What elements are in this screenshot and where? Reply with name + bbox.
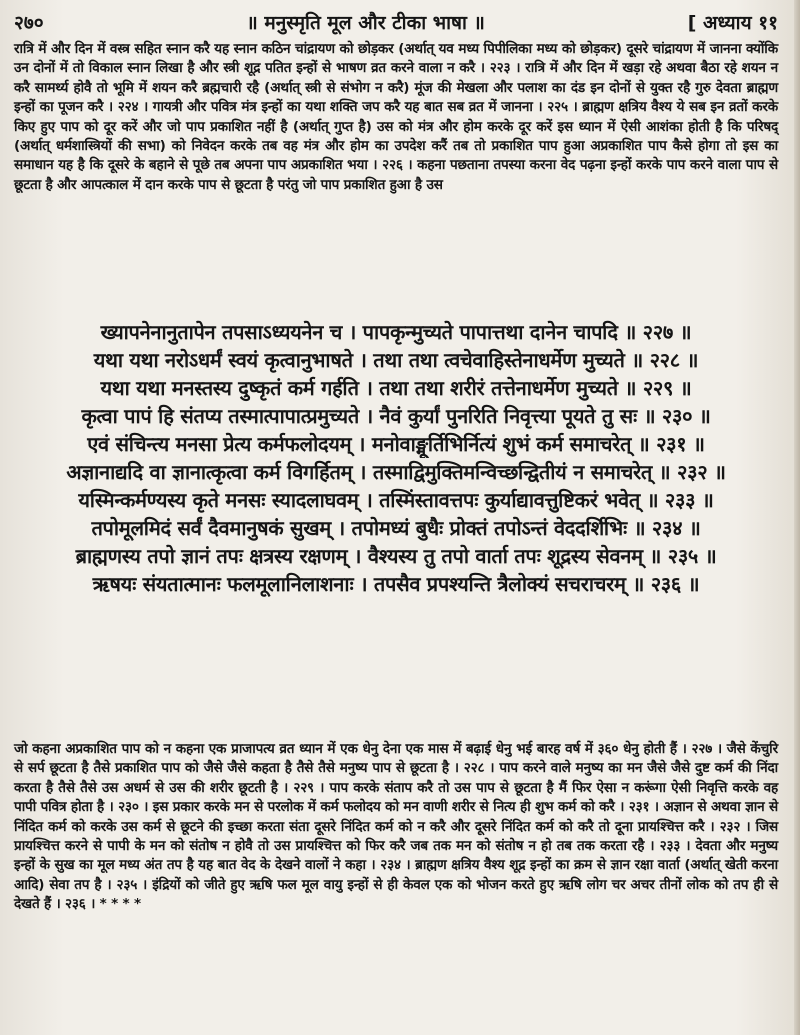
verse-line: तपोमूलमिदं सर्वं दैवमानुषकं सुखम् । तपोमध्यं बुधैः प्रोक्तं तपोऽन्तं वेददर्शिभिः ॥ २३४ ॥	[91, 516, 701, 540]
running-title: ॥ मनुस्मृति मूल और टीका भाषा ॥	[246, 12, 485, 34]
verse-line: अज्ञानाद्यदि वा ज्ञानात्कृत्वा कर्म विगर्हितम् । तस्माद्विमुक्तिमन्विच्छन्द्वितीयं न समाचरेत् ॥ २३२ ॥	[66, 460, 726, 484]
verse-line: ब्राह्मणस्य तपो ज्ञानं तपः क्षत्रस्य रक्षणम् । वैश्यस्य तु तपो वार्ता तपः शूद्रस्य सेवनम् ॥ २३५ ॥	[75, 544, 717, 568]
commentary-paragraph-top: रात्रि में और दिन में वस्त्र सहित स्नान करै यह स्नान कठिन चांद्रायण को छोड़कर (अर्थात् यव मध्य पिपीलिका मध्य को छोड़कर) दूसरे चांद्रायण में जानना क्योंकि उन दोनों में तो विकाल स्नान लिखा है और स्त्री शूद्र पतित इन्हों से भाषण व्रत करने वाला न करै । २२३ । रात्रि में और दिन में खड़ा रहे अथवा बैठा रहे शयन न करै सामर्थ्य होवै तो भूमि में शयन करै ब्रह्मचारी रहै (अर्थात् स्त्री से संभोग न करै) मूंज की मेखला और पलाश का दंड इन दोनों से युक्त रहै गुरु देवता ब्राह्मण इन्हों का पूजन करै । २२४ । गायत्री और पवित्र मंत्र इन्हों का यथा शक्ति जप करै यह बात सब व्रत में जानना । २२५ । ब्राह्मण क्षत्रिय वैश्य ये सब इन व्रतों करके किए हुए पाप को दूर करें और जो पाप प्रकाशित नहीं है (अर्थात् गुप्त है) उस को मंत्र और होम करके दूर करें इस ध्यान में ऐसी आशंका होती है कि परिषद् (अर्थात् धर्मशास्त्रियों की सभा) को निवेदन करके तब वह मंत्र और होम का उपदेश करैं तब तो प्रकाशित पाप हुआ अप्रकाशित पाप कैसे होगा तो इस का समाधान यह है कि दूसरे के बहाने से पूछे तब अपना पाप अप्रकाशित भया । २२६ । कहना पछताना तपस्या करना वेद पढ़ना इन्हों करके पाप करने वाला पाप से छूटता है और आपत्काल में दान करके पाप से छूटता है परंतु जो पाप प्रकाशित हुआ है उस	[14, 41, 778, 193]
commentary-paragraph-bottom: जो कहना अप्रकाशित पाप को न कहना एक प्राजापत्य व्रत ध्यान में एक धेनु देना एक मास में बढ़ाई धेनु भई बारह वर्ष में ३६० धेनु होती हैं । २२७ । जैसे केंचुरि से सर्प छूटता है तैसे प्रकाशित पाप को जैसे जैसे कहता है तैसे तैसे मनुष्य पाप से छूटता है । २२८ । पाप करने वाले मनुष्य का मन जैसे जैसे दुष्ट कर्म की निंदा करता है तैसे तैसे उस अधर्म से उस की शरीर छूटती है । २२९ । पाप करके संताप करै तो उस पाप से छूटता है मैं फिर ऐसा न करूंगा ऐसी निवृत्ति करके वह पापी पवित्र होता है । २३० । इस प्रकार करके मन से परलोक में कर्म फलोदय को मन वाणी शरीर से नित्य ही शुभ कर्म को करै । २३१ । अज्ञान से अथवा ज्ञान से निंदित कर्म को करके उस कर्म से छूटने की इच्छा करता संता दूसरे निंदित कर्म को न करै और दूसरे निंदित कर्म को करै तो दूना प्रायश्चित्त करै । २३२ । जिस प्रायश्चित्त करने से पापी के मन को संतोष न होवै तो उस प्रायश्चित्त को फिर करै जब तक मन को संतोष न हो तब तक करता रहै । २३३ । देवता और मनुष्य इन्हों के सुख का मूल मध्य अंत तप है यह बात वेद के देखने वालों ने कहा । २३४ । ब्राह्मण क्षत्रिय वैश्य शूद्र इन्हों का क्रम से ज्ञान रक्षा वार्ता (अर्थात् खेती करना आदि) सेवा तप है । २३५ । इंद्रियों को जीते हुए ऋषि फल मूल वायु इन्हों से ही केवल एक को भोजन करते हुए ऋषि लोग चर अचर तीनों लोक को तप ही से देखते हैं । २३६ । * * * *	[14, 741, 778, 913]
verse-line: कृत्वा पापं हि संतप्य तस्मात्पापात्प्रमुच्यते । नैवं कुर्यां पुनरिति निवृत्त्या पूयते तु सः ॥ २३० ॥	[81, 404, 711, 428]
verse-line: ख्यापनेनानुतापेन तपसाऽध्ययनेन च । पापकृन्मुच्यते पापात्तथा दानेन चापदि ॥ २२७ ॥	[100, 320, 692, 344]
verse-line: यथा यथा नरोऽधर्मं स्वयं कृत्वानुभाषते । तथा तथा त्वचेवाहिस्तेनाधर्मेण मुच्यते ॥ २२८ ॥	[93, 348, 699, 372]
verse-line: ऋषयः संयतात्मानः फलमूलानिलाशनाः । तपसैव प्रपश्यन्ति त्रैलोक्यं सचराचरम् ॥ २३६ ॥	[92, 572, 700, 596]
sanskrit-verses	[14, 318, 778, 598]
verse-line: यथा यथा मनस्तस्य दुष्कृतं कर्म गर्हति । तथा तथा शरीरं तत्तेनाधर्मेण मुच्यते ॥ २२९ ॥	[100, 376, 692, 400]
page-number: २७०	[14, 12, 44, 34]
page-header	[14, 8, 778, 36]
chapter-label: [ अध्याय ११	[687, 12, 778, 34]
page-edge	[794, 0, 800, 1035]
verse-line: एवं संचिन्त्य मनसा प्रेत्य कर्मफलोदयम् । मनोवाङ्मूर्तिभिर्नित्यं शुभं कर्म समाचरेत् ॥ २३१ ॥	[87, 432, 705, 456]
verse-line: यस्मिन्कर्मण्यस्य कृते मनसः स्यादलाघवम् । तस्मिंस्तावत्तपः कुर्याद्यावत्तुष्टिकरं भवेत् ॥ २३३ ॥	[78, 488, 714, 512]
